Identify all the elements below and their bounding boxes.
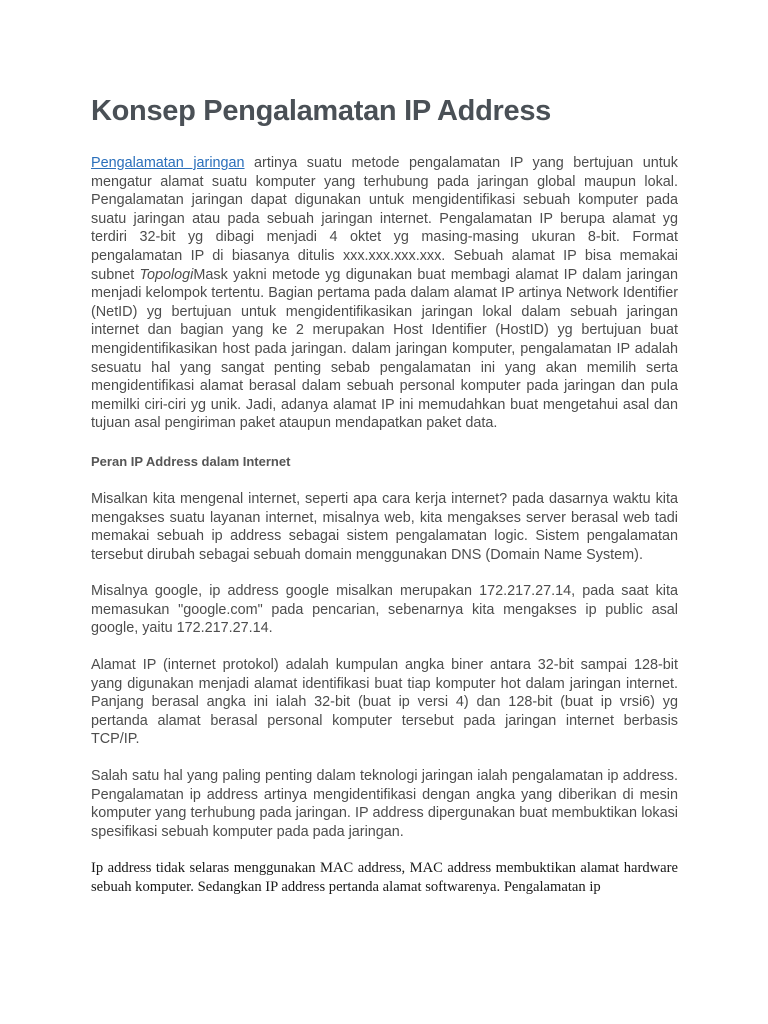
pengalamatan-jaringan-link[interactable]: Pengalamatan jaringan — [91, 155, 245, 171]
intro-paragraph — [91, 154, 678, 433]
topologi-term: Topologi — [139, 266, 194, 283]
paragraph-alamat-ip: Alamat IP (internet protokol) adalah kumpulan angka biner antara 32-bit sampai 128-bit yang digunakan menjadi alamat identifikasi buat tiap komputer hot dalam jaringan internet. Panjang berasal angka ini ialah 32-bit (buat ip versi 4) dan 128-bit (buat ip vrsi6) yg pertanda alamat berasal personal komputer tersebut pada jaringan internet berbasis TCP/IP. — [91, 657, 678, 748]
paragraph-google: Misalnya google, ip address google misalkan merupakan 172.217.27.14, pada saat kita memasukan "google.com" pada pencarian, sebenarnya kita mengakses ip public asal google, yaitu 172.217.27.14. — [91, 583, 678, 637]
section-heading: Peran IP Address dalam Internet — [91, 453, 291, 469]
paragraph-mac-address: Ip address tidak selaras menggunakan MAC address, MAC address membuktikan alamat hardware sebuah komputer. Sedangkan IP address pertanda alamat softwarenya. Pengalamatan ip — [91, 860, 678, 896]
paragraph-internet: Misalkan kita mengenal internet, seperti apa cara kerja internet? pada dasarnya waktu kita mengakses suatu layanan internet, misalnya web, kita mengakses server berasal web tadi memakai sebuah ip address sebagai sistem pengalamatan logic. Sistem pengalamatan tersebut dirubah sebagai sebuah domain menggunakan DNS (Domain Name System). — [91, 490, 678, 563]
intro-text-part1: artinya suatu metode pengalamatan IP yang bertujuan untuk mengatur alamat suatu komputer yang terhubung pada jaringan global maupun lokal. Pengalamatan jaringan dapat digunakan untuk mengidentifikasi sebuah komputer pada suatu jaringan atau pada sebuah jaringan internet. Pengalamatan IP berupa alamat yg terdiri 32-bit yg dibagi menjadi 4 oktet yg masing-masing ukuran 8-bit. Format pengalamatan IP di biasanya ditulis xxx.xxx.xxx.xxx. Sebuah alamat IP bisa memakai subnet — [91, 155, 678, 283]
page-title: Konsep Pengalamatan IP Address — [91, 95, 551, 127]
mask-term: Mask — [193, 266, 228, 283]
intro-text-part2: yakni metode yg digunakan buat membagi alamat IP dalam jaringan menjadi kelompok tertentu. Bagian pertama pada dalam alamat IP artinya Network Identifier (NetID) yg bertujuan untuk mengidentifikasikan jaringan lokal dalam sebuah jaringan internet dan bagian yang ke 2 merupakan Host Identifier (HostID) yg bertujuan buat mengidentifikasikan host pada jaringan. dalam jaringan komputer, pengalamatan IP adalah sesuatu hal yang sangat penting sebab pengalamatan ini yang akan memilih serta mengidentifikasi alamat berasal dalam sebuah personal komputer pada jaringan dan pula memilki ciri-ciri yg unik. Jadi, adanya alamat IP ini memudahkan buat mengetahui asal dan tujuan asal pengiriman paket ataupun mendapatkan paket data. — [91, 266, 678, 432]
document-page — [91, 92, 678, 897]
paragraph-pengalamatan: Salah satu hal yang paling penting dalam teknologi jaringan ialah pengalamatan ip address. Pengalamatan ip address artinya mengidentifikasi dengan angka yang diberikan di mesin komputer yang terhubung pada jaringan. IP address dipergunakan buat membuktikan lokasi spesifikasi sebuah komputer pada pada jaringan. — [91, 768, 678, 840]
